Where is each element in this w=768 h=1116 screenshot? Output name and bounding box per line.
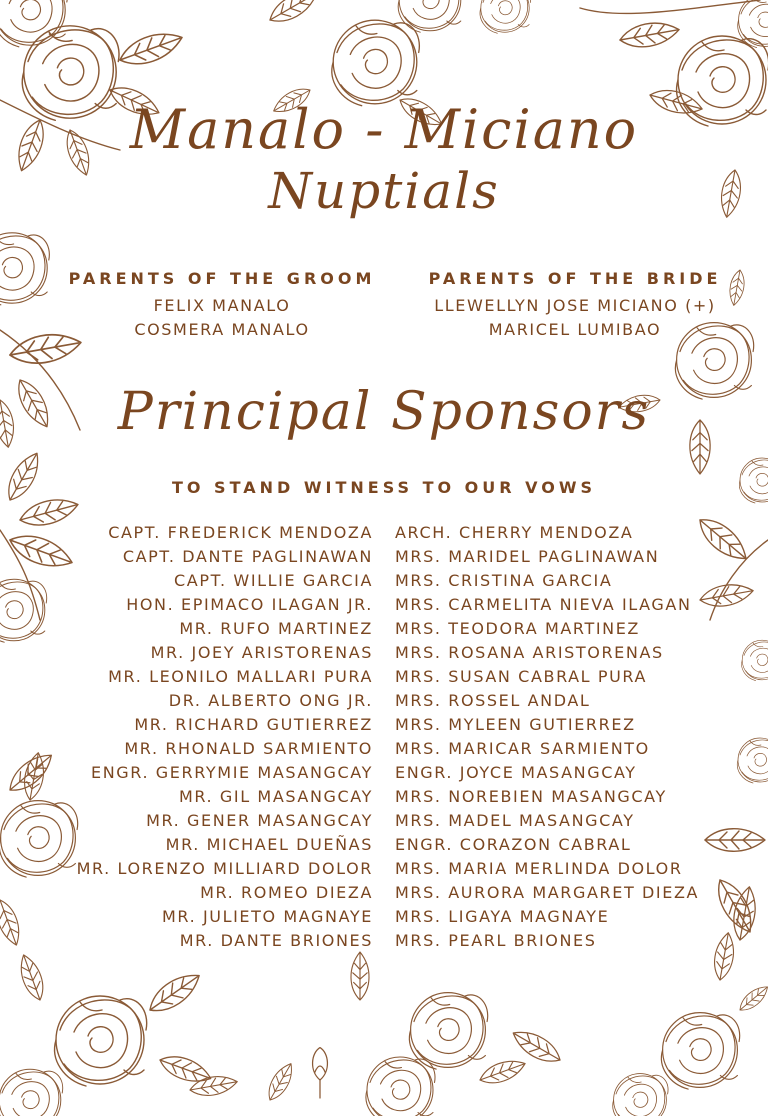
sponsor-name: MR. GENER MASANGCAY <box>146 811 373 830</box>
bride-parent-name: MARICEL LUMIBAO <box>488 320 662 339</box>
sponsor-name: CAPT. WILLIE GARCIA <box>174 571 373 590</box>
sponsors-left-column <box>77 521 373 953</box>
sponsor-name: MR. ROMEO DIEZA <box>200 883 373 902</box>
sponsor-name: MR. DANTE BRIONES <box>179 931 373 950</box>
sponsors-right-column <box>395 521 699 953</box>
sponsor-name: MRS. PEARL BRIONES <box>395 931 597 950</box>
sponsor-name: MR. MICHAEL DUEÑAS <box>165 835 373 854</box>
sponsor-name: MRS. NOREBIEN MASANGCAY <box>395 787 667 806</box>
sponsor-name: ARCH. CHERRY MENDOZA <box>395 523 634 542</box>
sponsor-name: MR. JOEY ARISTORENAS <box>150 643 373 662</box>
sponsor-name: MR. GIL MASANGCAY <box>178 787 373 806</box>
groom-parents-names <box>66 294 378 342</box>
sponsor-name: MR. LEONILO MALLARI PURA <box>108 667 373 686</box>
title-couple-names: Manalo - Miciano <box>129 98 639 161</box>
witness-subtitle: TO STAND WITNESS TO OUR VOWS <box>171 478 597 497</box>
sponsor-name: MR. LORENZO MILLIARD DOLOR <box>76 859 373 878</box>
sponsor-name: MRS. ROSANA ARISTORENAS <box>395 643 664 662</box>
sponsor-name: MR. RICHARD GUTIERREZ <box>134 715 373 734</box>
groom-parent-name: COSMERA MANALO <box>134 320 310 339</box>
sponsor-name: MRS. LIGAYA MAGNAYE <box>395 907 610 926</box>
sponsor-name: CAPT. FREDERICK MENDOZA <box>108 523 373 542</box>
sponsor-name: MRS. ROSSEL ANDAL <box>395 691 591 710</box>
groom-parent-name: FELIX MANALO <box>153 296 291 315</box>
bride-parent-name: LLEWELLYN JOSE MICIANO (+) <box>434 296 716 315</box>
sponsor-name: HON. EPIMACO ILAGAN JR. <box>126 595 373 614</box>
sponsor-name: ENGR. CORAZON CABRAL <box>395 835 632 854</box>
sponsor-name: MRS. AURORA MARGARET DIEZA <box>395 883 700 902</box>
sponsor-name: CAPT. DANTE PAGLINAWAN <box>122 547 373 566</box>
sponsor-name: MRS. TEODORA MARTINEZ <box>395 619 640 638</box>
groom-parents-heading: PARENTS OF THE GROOM <box>68 269 376 288</box>
bride-parents-names <box>428 294 722 342</box>
sponsor-name: MRS. CRISTINA GARCIA <box>395 571 613 590</box>
sponsor-name: MRS. MARICAR SARMIENTO <box>395 739 650 758</box>
sponsor-name: MR. RUFO MARTINEZ <box>179 619 373 638</box>
bride-parents-heading: PARENTS OF THE BRIDE <box>428 269 722 288</box>
sponsor-name: MRS. SUSAN CABRAL PURA <box>395 667 648 686</box>
principal-sponsors-title: Principal Sponsors <box>117 382 651 442</box>
sponsor-name: MRS. MARIDEL PAGLINAWAN <box>395 547 660 566</box>
sponsor-name: DR. ALBERTO ONG JR. <box>168 691 373 710</box>
sponsor-name: MRS. CARMELITA NIEVA ILAGAN <box>395 595 692 614</box>
sponsor-name: ENGR. JOYCE MASANGCAY <box>395 763 637 782</box>
sponsor-name: MRS. MYLEEN GUTIERREZ <box>395 715 636 734</box>
title-nuptials: Nuptials <box>268 162 500 220</box>
sponsor-name: MRS. MADEL MASANGCAY <box>395 811 635 830</box>
sponsor-name: MRS. MARIA MERLINDA DOLOR <box>395 859 683 878</box>
sponsor-name: MR. JULIETO MAGNAYE <box>162 907 373 926</box>
sponsor-name: MR. RHONALD SARMIENTO <box>124 739 373 758</box>
sponsor-name: ENGR. GERRYMIE MASANGCAY <box>91 763 373 782</box>
